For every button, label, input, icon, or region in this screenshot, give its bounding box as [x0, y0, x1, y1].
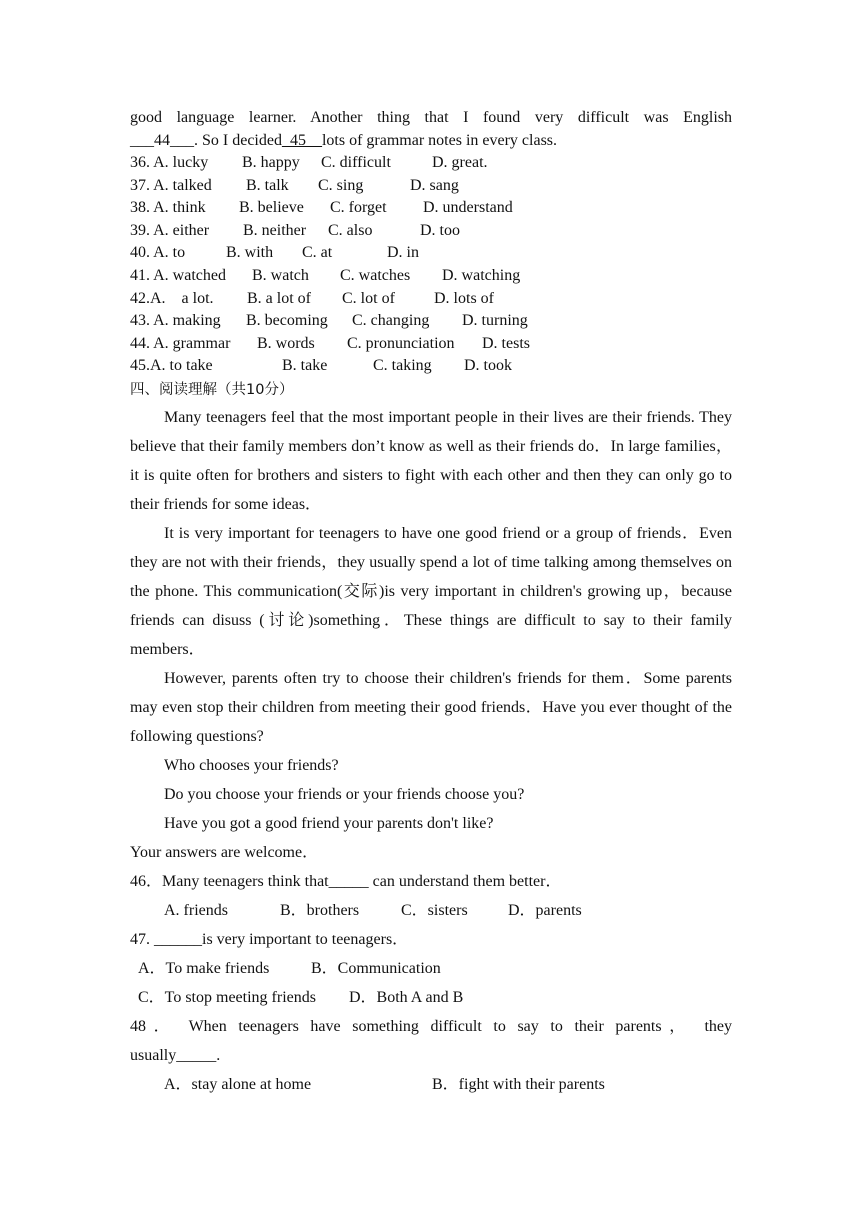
option-b: B. a lot of: [247, 289, 311, 307]
option-a: 37. A. talked: [130, 176, 212, 194]
option-d: D. great.: [432, 154, 488, 171]
option-c: C. pronunciation: [347, 334, 455, 352]
option-b: B. talk: [246, 176, 289, 194]
option-row: [130, 310, 732, 333]
passage-question: Have you got a good friend your parents don't like?: [164, 814, 494, 832]
option-d: D. took: [464, 357, 512, 375]
question-48-cont: usually_____.: [130, 1046, 221, 1064]
option-c: C. also: [328, 221, 373, 239]
option-row: [130, 265, 732, 288]
question-48: 48． When teenagers have something difficult to say to their parents， they: [130, 1017, 732, 1035]
option-a: A．To make friends: [138, 959, 270, 977]
passage-closing: Your answers are welcome．: [130, 843, 319, 861]
option-c: C．To stop meeting friends: [138, 988, 316, 1006]
option-c: C. taking: [373, 357, 432, 375]
option-a: A．stay alone at home: [164, 1075, 312, 1093]
cloze-options: [130, 152, 732, 378]
option-d: D. understand: [423, 199, 513, 217]
option-b: B. happy: [242, 154, 300, 171]
cloze-tail-line-1: good language learner. Another thing that I found very difficult was English: [130, 109, 732, 126]
option-a: 36. A. lucky: [130, 154, 209, 171]
option-a: 38. A. think: [130, 199, 206, 217]
option-d: D. turning: [462, 312, 528, 330]
option-a: 39. A. either: [130, 221, 210, 239]
blank-45: _45__: [281, 132, 322, 149]
option-d: D. too: [420, 221, 460, 239]
passage-question: Do you choose your friends or your friends choose you?: [164, 785, 525, 803]
option-b: B. watch: [252, 266, 309, 284]
passage-paragraph-3: However, parents often try to choose their children's friends for them．Some parents may even stop their children from meeting their good friends．Have you ever thought of the following questions?: [130, 669, 732, 745]
option-d: D. lots of: [434, 289, 494, 307]
question-47-options-2: [130, 983, 732, 1012]
option-d: D. tests: [482, 334, 530, 352]
document-body: [130, 106, 732, 1099]
option-b: B．brothers: [280, 901, 360, 919]
cloze-text: ___44___. So I decided: [130, 132, 282, 149]
option-a: 40. A. to: [130, 244, 186, 262]
option-d: D. sang: [410, 176, 459, 194]
passage-paragraph-1: Many teenagers feel that the most important people in their lives are their friends. They believe that their family members don’t know as well as their friends do．In large families，it is quite often for brothers and sisters to fight with each other and then they can only go to their friends for some ideas．: [130, 408, 732, 513]
comprehension-questions: [130, 867, 732, 1099]
question-47-options-1: [130, 954, 732, 983]
option-b: B. believe: [239, 199, 304, 217]
option-c: C. difficult: [321, 154, 391, 171]
passage-question: Who chooses your friends?: [164, 756, 339, 774]
option-c: C. at: [302, 244, 333, 262]
option-a: A. friends: [164, 901, 228, 919]
option-a: 43. A. making: [130, 312, 221, 330]
option-row: [130, 355, 732, 378]
option-d: D. in: [387, 244, 419, 262]
question-47: 47. ______is very important to teenagers．: [130, 930, 409, 948]
cloze-text: lots of grammar notes in every class.: [321, 132, 558, 149]
option-c: C．sisters: [401, 901, 468, 919]
option-c: C. sing: [318, 176, 364, 194]
option-d: D．parents: [508, 901, 582, 919]
question-48-options: [130, 1070, 732, 1099]
option-a: 45.A. to take: [130, 357, 213, 375]
option-a: 42.A. a lot.: [130, 289, 214, 307]
option-row: [130, 288, 732, 311]
option-d: D. watching: [442, 266, 521, 284]
reading-passage: [130, 403, 732, 867]
option-row: [130, 197, 732, 220]
option-b: B. with: [226, 244, 274, 262]
question-46: 46．Many teenagers think that_____ can understand them better．: [130, 872, 562, 890]
option-row: [130, 175, 732, 198]
option-c: C. watches: [340, 266, 411, 284]
option-row: [130, 333, 732, 356]
option-b: B. becoming: [246, 312, 328, 330]
option-c: C. forget: [330, 199, 387, 217]
option-row: [130, 242, 732, 265]
option-b: B．fight with their parents: [432, 1075, 605, 1093]
option-a: 44. A. grammar: [130, 334, 231, 352]
question-46-options: [130, 896, 732, 925]
option-c: C. changing: [352, 312, 430, 330]
cloze-tail-line-2: [130, 129, 732, 152]
option-a: 41. A. watched: [130, 266, 226, 284]
option-d: D．Both A and B: [349, 988, 464, 1006]
passage-paragraph-2: It is very important for teenagers to have one good friend or a group of friends．Even they are not with their friends，they usually spend a lot of time talking among themselves on the phone. This communication(交际)is very important in children's growing up，because friends can disuss (讨论)something．These things are difficult to say to their family members．: [130, 524, 732, 658]
option-row: [130, 220, 732, 243]
option-c: C. lot of: [342, 289, 395, 307]
option-b: B. take: [282, 357, 328, 375]
section-title: 四、阅读理解（共10分）: [130, 381, 294, 398]
option-row: [130, 152, 732, 175]
option-b: B．Communication: [311, 959, 441, 977]
option-b: B. words: [257, 334, 315, 352]
option-b: B. neither: [243, 221, 307, 239]
